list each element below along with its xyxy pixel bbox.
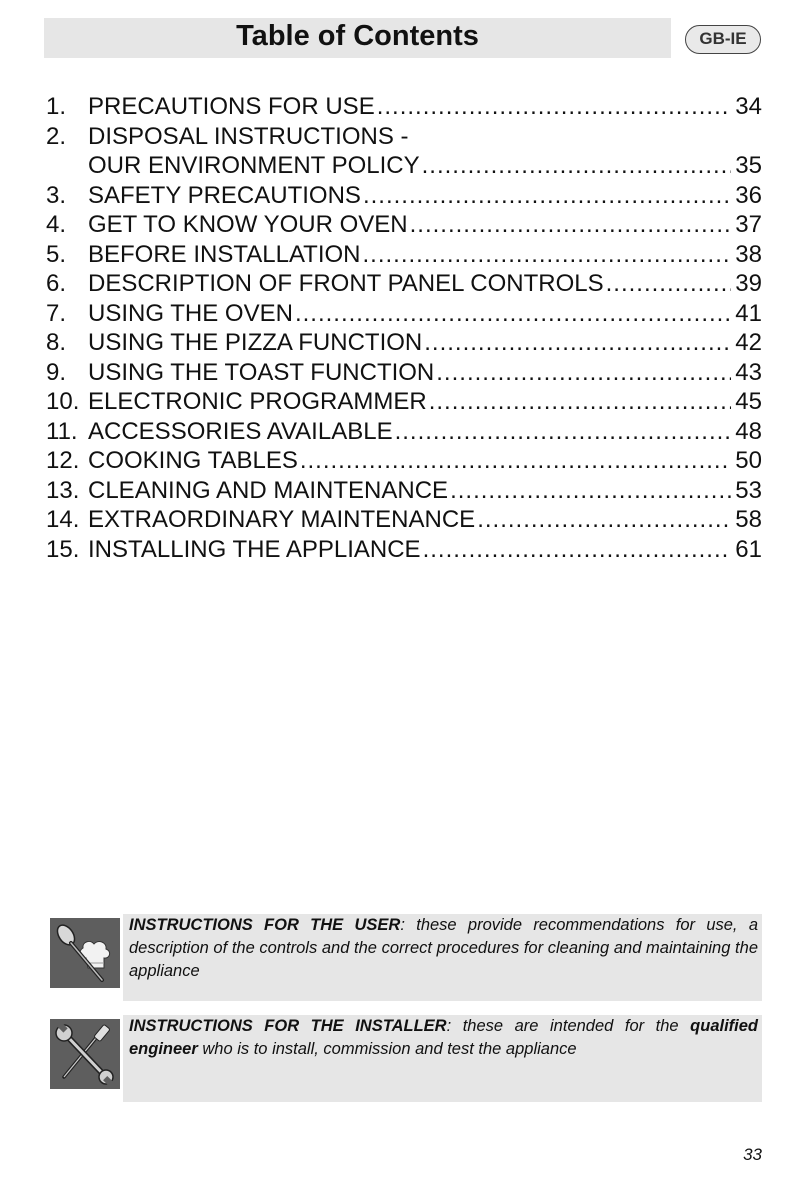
toc-number: 8. xyxy=(46,329,67,356)
toc-title: DISPOSAL INSTRUCTIONS - xyxy=(88,122,409,150)
toc-leader xyxy=(477,505,731,535)
installer-instructions-note xyxy=(46,1015,762,1102)
language-badge: GB-IE xyxy=(685,25,761,54)
page-number: 33 xyxy=(743,1145,762,1164)
chef-spoon-icon xyxy=(50,918,120,988)
installer-instructions-text xyxy=(123,1015,762,1102)
toc-title: USING THE OVEN xyxy=(88,299,293,327)
tools-icon xyxy=(50,1019,120,1089)
toc-page: 50 xyxy=(735,447,762,474)
toc-leader xyxy=(423,535,732,565)
toc-number: 7. xyxy=(46,299,67,327)
toc-title: DESCRIPTION OF FRONT PANEL CONTROLS xyxy=(88,270,604,297)
note-body: : these provide recommendations for use, a description of the controls and the correct procedures for cleaning and maintaining the appliance xyxy=(129,916,758,980)
toc-number: 12. xyxy=(46,447,80,474)
toc-leader xyxy=(410,210,732,240)
toc-title: ELECTRONIC PROGRAMMER xyxy=(88,388,427,415)
toc-item[interactable] xyxy=(46,181,762,211)
toc-number: 14. xyxy=(46,506,80,533)
toc-item[interactable] xyxy=(46,535,762,565)
toc-number: 4. xyxy=(46,211,67,238)
toc-title: SAFETY PRECAUTIONS xyxy=(88,181,361,209)
note-body: : these are intended for the xyxy=(446,1017,691,1035)
user-instructions-note xyxy=(46,914,762,1001)
toc-page: 36 xyxy=(735,181,762,209)
toc-leader xyxy=(300,446,731,476)
toc-page: 41 xyxy=(735,299,762,327)
toc-leader xyxy=(422,151,732,181)
toc-leader xyxy=(363,181,731,211)
toc-page: 38 xyxy=(735,240,762,268)
toc-item[interactable] xyxy=(46,151,762,181)
toc-item[interactable] xyxy=(46,476,762,506)
toc-leader xyxy=(395,417,732,447)
note-heading: INSTRUCTIONS FOR THE INSTALLER xyxy=(129,1017,447,1035)
toc-number: 5. xyxy=(46,240,67,268)
toc-leader xyxy=(295,299,731,329)
toc-page: 45 xyxy=(735,388,762,415)
toc-item[interactable] xyxy=(46,505,762,535)
toc-title: OUR ENVIRONMENT POLICY xyxy=(88,152,420,179)
toc-leader xyxy=(429,387,732,417)
toc-leader xyxy=(450,476,731,506)
toc-page: 34 xyxy=(735,93,762,120)
user-instructions-text xyxy=(123,914,762,1001)
toc-number: 3. xyxy=(46,181,67,209)
toc-item[interactable] xyxy=(46,122,762,152)
toc-title: BEFORE INSTALLATION xyxy=(88,240,361,268)
page-title: Table of Contents xyxy=(236,20,479,52)
toc-page: 58 xyxy=(735,506,762,533)
toc-number: 10. xyxy=(46,388,80,415)
toc-item[interactable] xyxy=(46,328,762,358)
toc-title: GET TO KNOW YOUR OVEN xyxy=(88,211,408,238)
toc-item[interactable] xyxy=(46,358,762,388)
toc-number: 9. xyxy=(46,358,67,386)
toc-page: 61 xyxy=(735,535,762,563)
toc-number: 13. xyxy=(46,476,80,504)
toc-title: PRECAUTIONS FOR USE xyxy=(88,93,375,120)
toc-item[interactable] xyxy=(46,269,762,299)
toc-leader xyxy=(424,328,731,358)
toc-leader xyxy=(377,92,732,122)
toc-item[interactable] xyxy=(46,240,762,270)
toc-item[interactable] xyxy=(46,446,762,476)
toc-leader xyxy=(363,240,732,270)
toc-page: 53 xyxy=(735,476,762,504)
toc-page: 43 xyxy=(735,358,762,386)
note-heading: INSTRUCTIONS FOR THE USER xyxy=(129,916,401,934)
toc-title: USING THE PIZZA FUNCTION xyxy=(88,329,423,356)
note-body-end: who is to install, commission and test the appliance xyxy=(197,1040,577,1058)
toc-page: 42 xyxy=(735,329,762,356)
toc-page: 37 xyxy=(735,211,762,238)
note-emphasis: qualified engineer xyxy=(129,1017,758,1058)
toc-number: 6. xyxy=(46,270,67,297)
toc-title: CLEANING AND MAINTENANCE xyxy=(88,476,449,504)
toc-item[interactable] xyxy=(46,387,762,417)
toc-item[interactable] xyxy=(46,417,762,447)
toc-number: 11. xyxy=(46,417,78,445)
toc-title: ACCESSORIES AVAILABLE xyxy=(88,417,393,445)
toc-number: 2. xyxy=(46,122,67,150)
table-of-contents xyxy=(46,92,762,564)
toc-title: INSTALLING THE APPLIANCE xyxy=(88,535,421,563)
toc-page: 35 xyxy=(735,152,762,179)
title-bar xyxy=(44,18,671,58)
toc-title: USING THE TOAST FUNCTION xyxy=(88,358,435,386)
toc-page: 39 xyxy=(735,270,762,297)
toc-item[interactable] xyxy=(46,92,762,122)
toc-number: 1. xyxy=(46,93,67,120)
toc-number: 15. xyxy=(46,535,80,563)
toc-leader xyxy=(436,358,731,388)
toc-item[interactable] xyxy=(46,210,762,240)
toc-title: COOKING TABLES xyxy=(88,447,298,474)
toc-item[interactable] xyxy=(46,299,762,329)
toc-title: EXTRAORDINARY MAINTENANCE xyxy=(88,506,476,533)
toc-page: 48 xyxy=(735,417,762,445)
toc-leader xyxy=(606,269,732,299)
